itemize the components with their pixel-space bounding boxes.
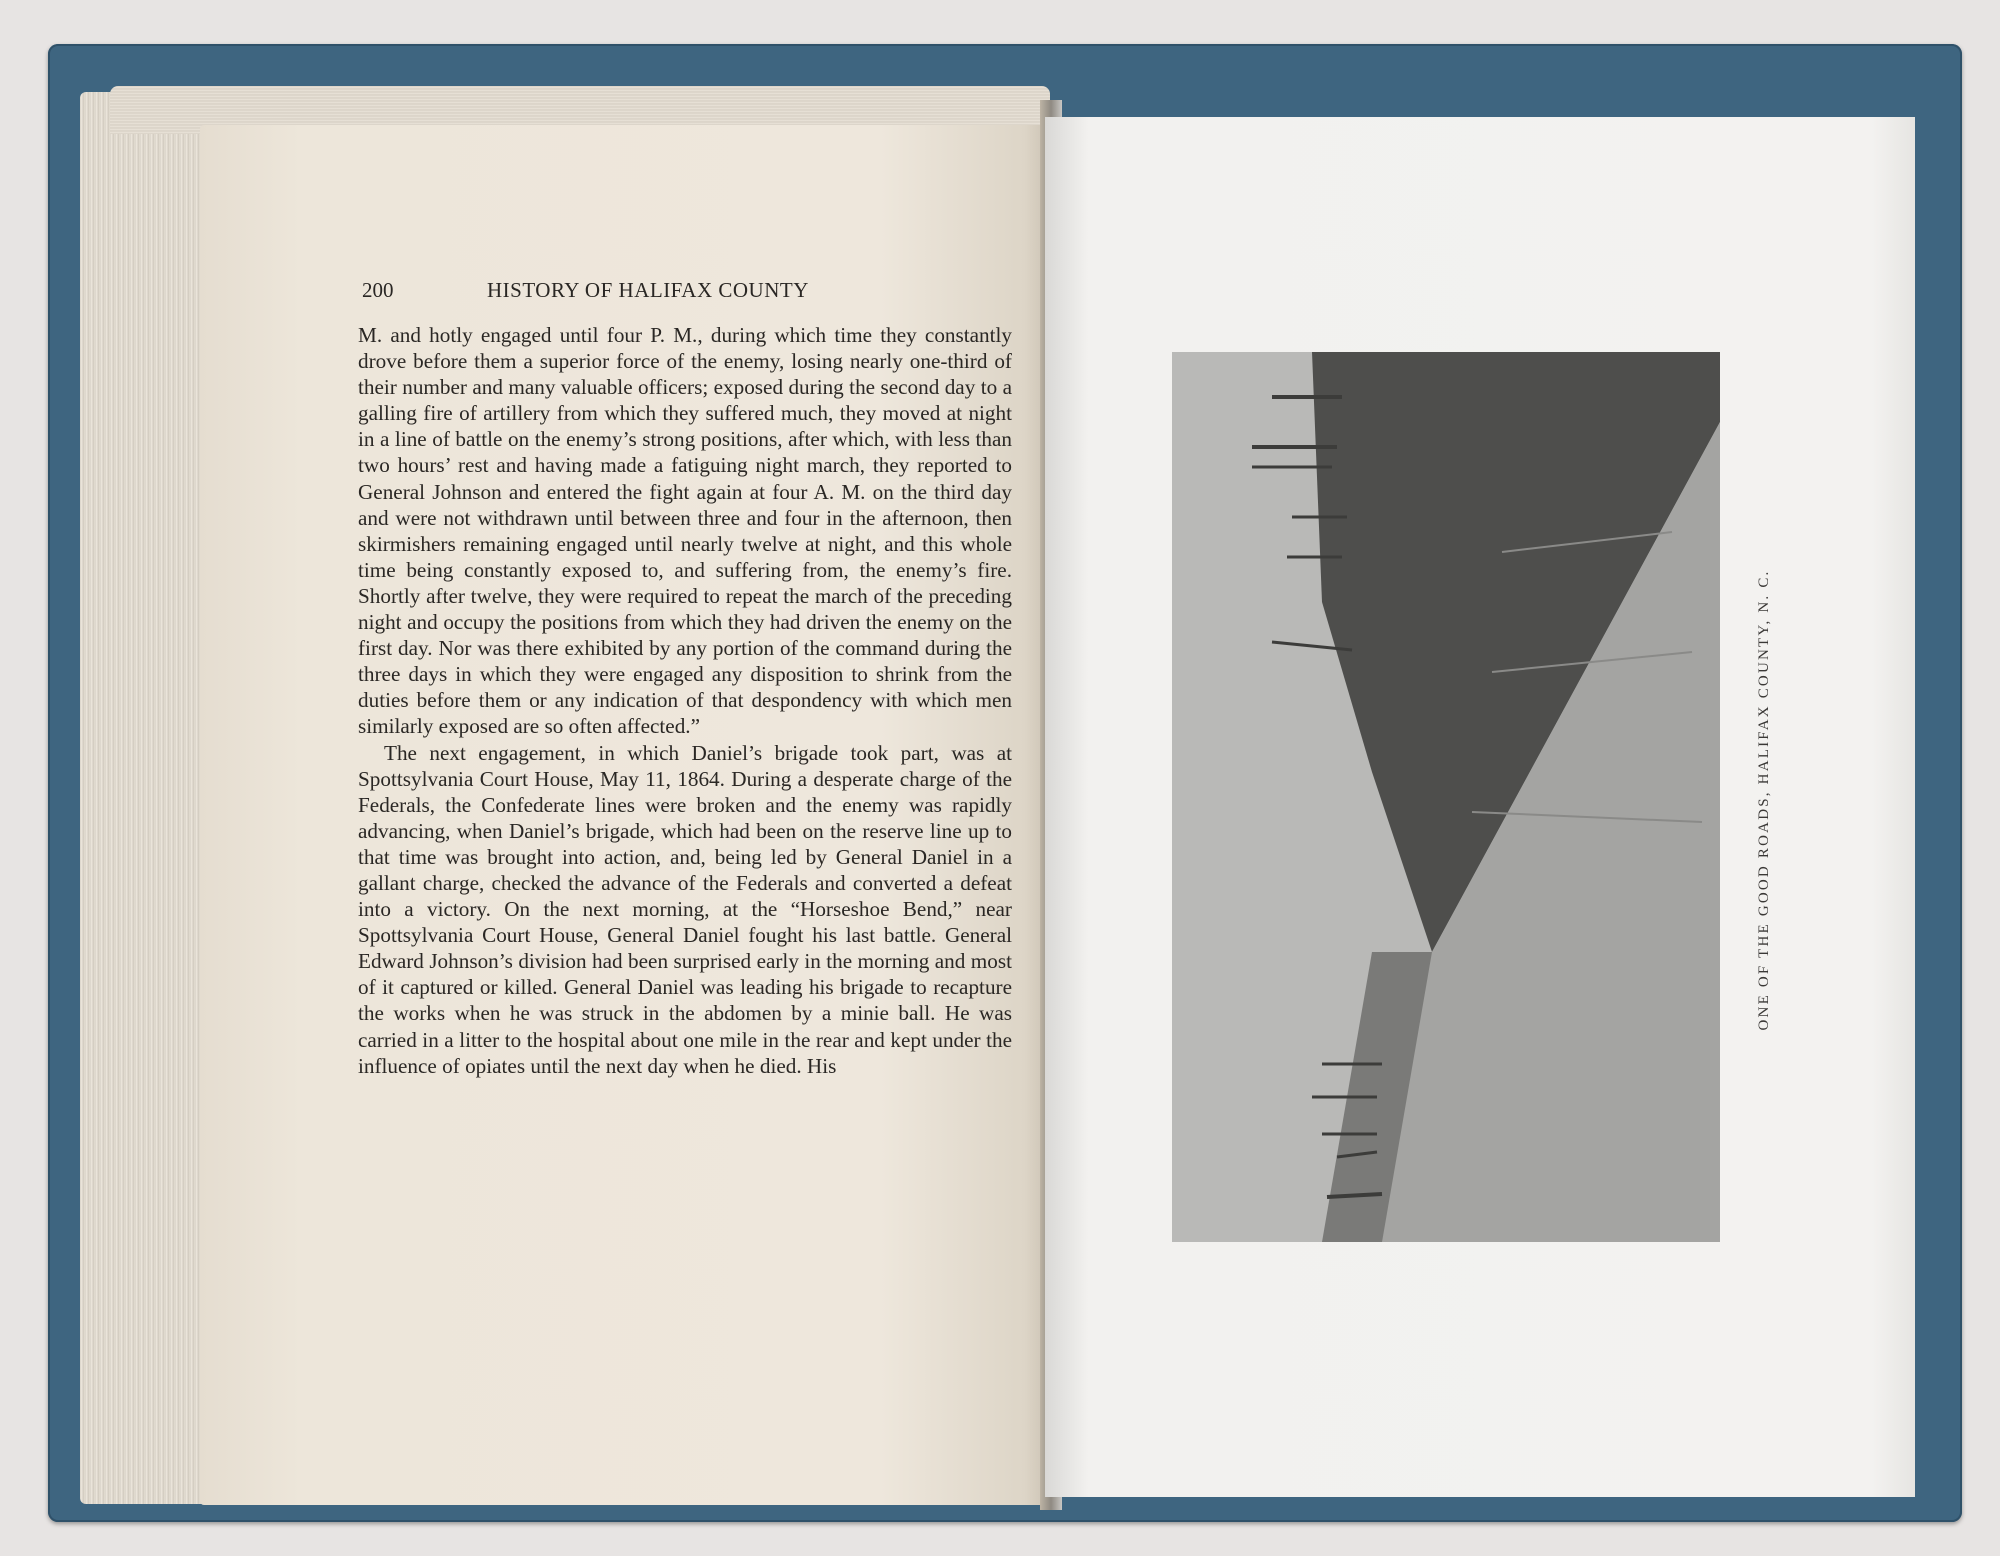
photo-caption: ONE OF THE GOOD ROADS, HALIFAX COUNTY, N. C. bbox=[1756, 569, 1772, 1031]
page-header bbox=[362, 278, 1014, 308]
road-photo-illustration bbox=[1172, 352, 1720, 1242]
running-title: HISTORY OF HALIFAX COUNTY bbox=[487, 278, 809, 302]
road-photograph bbox=[1172, 352, 1720, 1242]
paragraph: The next engagement, in which Daniel’s brigade took part, was at Spottsylvania Court House, May 11, 1864. During a desperate charge of the Federals, the Confederate lines were broken and the enemy was rapidly advancing, when Daniel’s brigade, which had been on the reserve line up to that time was brought into action, and, being led by General Daniel in a gallant charge, checked the advance of the Federals and converted a defeat into a victory. On the next morning, at the “Horseshoe Bend,” near Spottsylvania Court House, General Daniel fought his last battle. General Edward Johnson’s division had been surprised early in the morning and most of it captured or killed. General Daniel was leading his brigade to recapture the works when he was struck in the abdomen by a minie ball. He was carried in a litter to the hospital about one mile in the rear and kept under the influence of opiates until the next day when he died. His bbox=[358, 740, 1012, 1078]
body-text bbox=[358, 322, 1012, 1079]
page-number: 200 bbox=[362, 278, 394, 302]
paragraph: M. and hotly engaged until four P. M., during which time they constantly drove before them a superior force of the enemy, losing nearly one-third of their number and many valuable officers; exposed during the second day to a galling fire of artillery from which they suffered much, they moved at night in a line of battle on the enemy’s strong positions, after which, with less than two hours’ rest and having made a fatiguing night march, they reported to General Johnson and entered the fight again at four A. M. on the third day and were not withdrawn until between three and four in the afternoon, then skirmishers remaining engaged until nearly twelve at night, and this whole time being constantly exposed to, and suffering from, the enemy’s fire. Shortly after twelve, they were required to repeat the march of the preceding night and occupy the positions from which they had driven the enemy on the first day. Nor was there exhibited by any portion of the command during the three days in which they were engaged any disposition to shrink from the duties before them or any indication of that despondency with which men similarly exposed are so often affected.” bbox=[358, 323, 1012, 739]
page-edges bbox=[80, 92, 210, 1504]
